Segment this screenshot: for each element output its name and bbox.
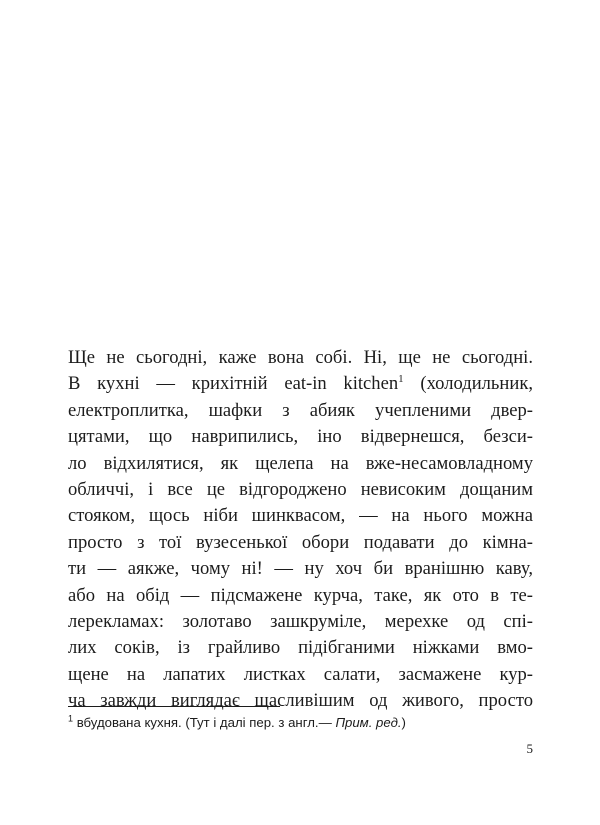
footnote-close: ) <box>401 715 406 730</box>
text-line: лерекламах: золотаво зашкруміле, мерехке од спі- <box>68 610 533 632</box>
text-line: лих соків, із грайливо підібганими ніжками вмо- <box>68 637 533 659</box>
text-line: обличчі, і все це відгороджено невисоким дощаним <box>68 478 533 500</box>
text-line: ти — аякже, чому ні! — ну хоч би вранішню каву, <box>68 558 533 580</box>
footnote-number: 1 <box>68 713 74 724</box>
text-segment: (холодильник, <box>420 373 533 395</box>
text-line: електроплитка, шафки з абияк учепленими двер- <box>68 399 533 421</box>
footnote-editor-note: Прим. ред. <box>335 715 402 730</box>
footnote-reference: 1 <box>398 373 404 386</box>
text-line: ло відхилятися, як щелепа на вже-несамовладному <box>68 452 533 474</box>
text-line: стояком, щось ніби шинквасом, — на нього можна <box>68 505 533 527</box>
text-line: або на обід — підсмажене курча, таке, як ото в те- <box>68 584 533 606</box>
text-line <box>68 371 533 397</box>
text-line: щене на лапатих листках салати, засмажене кур- <box>68 663 533 685</box>
footnote-divider <box>68 706 280 707</box>
text-line: цятами, що наврипились, іно відвернешся, безси- <box>68 426 533 448</box>
text-line: ча завжди виглядає щасливішим од живого, просто <box>68 690 533 712</box>
text-line: Ще не сьогодні, каже вона собі. Ні, ще не сьогодні. <box>68 347 533 368</box>
body-paragraph <box>68 345 533 714</box>
text-line: просто з тої вузесенької обори подавати до кімна- <box>68 531 533 553</box>
text-segment: В кухні — крихітній eat-in kitchen <box>68 373 399 395</box>
footnote-text: вбудована кухня. (Тут і далі пер. з англ.— <box>76 715 332 730</box>
page-number: 5 <box>526 741 533 756</box>
footnote <box>68 714 533 732</box>
